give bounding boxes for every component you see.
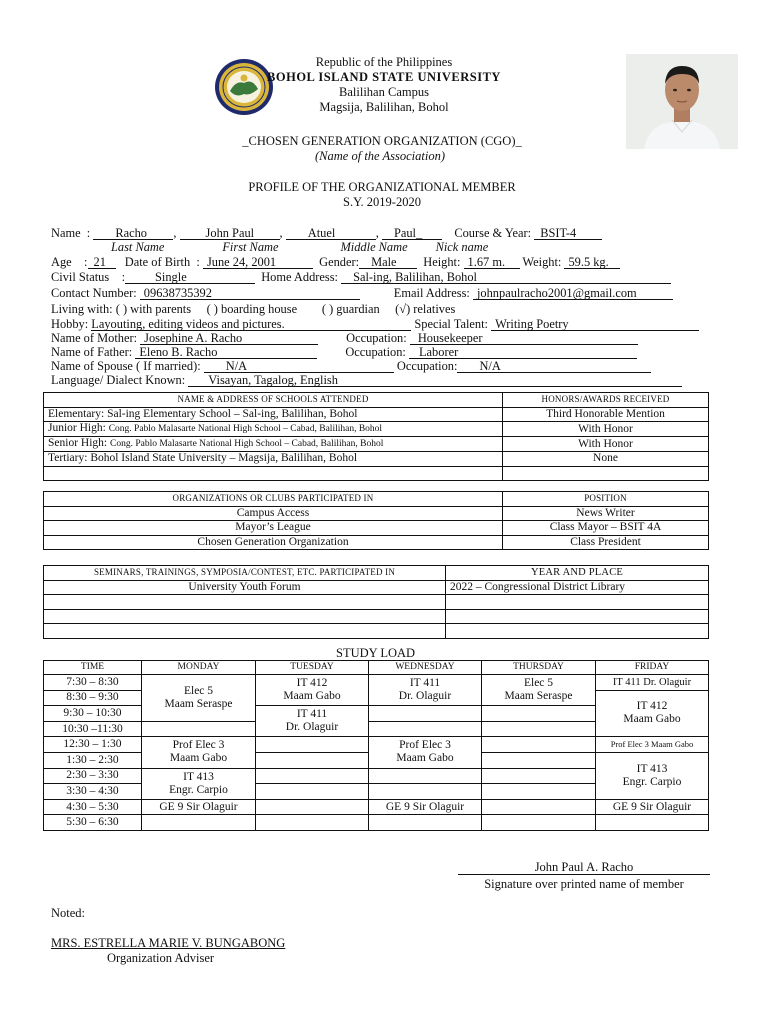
friday-header: FRIDAY [596, 661, 709, 675]
schools-table [43, 392, 709, 481]
mother-row [51, 331, 638, 345]
age-label: Age [51, 255, 72, 269]
subject: Prof Elec 3 [172, 739, 225, 752]
subject: Prof Elec 3 [399, 739, 451, 752]
table-row [44, 437, 709, 452]
schedule-cell: IT 411 Dr. Olaguir [596, 675, 709, 691]
living-option-relatives: (√) relatives [395, 302, 456, 316]
time-cell: 7:30 – 8:30 [44, 675, 142, 691]
living-option-parents: ( ) with parents [115, 302, 192, 316]
father-occupation-label: Occupation: [345, 345, 406, 359]
schedule-cell: GE 9 Sir Olaguir [142, 799, 256, 815]
school-award: With Honor [503, 437, 709, 452]
school-name: Bohol Island State University – Magsija, Balilihan, Bohol [90, 452, 358, 465]
university-name: BOHOL ISLAND STATE UNIVERSITY [267, 70, 501, 84]
schedule-cell: GE 9 Sir Olaguir [596, 799, 709, 815]
study-load-title: STUDY LOAD [336, 646, 416, 660]
spouse-occupation-value: N/A [457, 360, 651, 373]
school-name: Sal-ing Elementary School – Sal-ing, Balilihan, Bohol [107, 407, 358, 420]
living-with-row [51, 302, 455, 316]
spouse-row [51, 359, 651, 373]
language-value: Visayan, Tagalog, English [188, 374, 682, 387]
instructor: Maam Gabo [396, 752, 454, 765]
instructor: Maam Seraspe [504, 690, 573, 703]
organizations-header: ORGANIZATIONS OR CLUBS PARTICIPATED IN [44, 492, 503, 507]
table-row [44, 535, 709, 550]
signature-caption: Signature over printed name of member [484, 877, 684, 891]
home-address-label: Home Address: [261, 270, 338, 284]
age-row: Age : 21 Date of Birth : June 24, 2001 Gender: Male Height: 1.67 m. Weight: 59.5 kg. [51, 255, 620, 269]
schedule-cell [369, 675, 482, 706]
last-name-value: Racho [93, 227, 173, 240]
hobby-value: Layouting, editing videos and pictures. [91, 318, 411, 331]
time-cell: 9:30 – 10:30 [44, 706, 142, 722]
schedule-cell [142, 737, 256, 768]
name-captions [111, 240, 488, 254]
noted-label: Noted: [51, 906, 86, 920]
language-label: Language/ Dialect Known: [51, 373, 186, 387]
schedule-cell [142, 675, 256, 722]
spouse-name-value: N/A [204, 360, 394, 373]
civil-status-label: Civil Status [51, 270, 110, 284]
school-name: Cong. Pablo Malasarte National High School – Cabad, Balilihan, Bohol [109, 439, 384, 449]
instructor: Maam Gabo [169, 752, 228, 765]
table-row [44, 506, 709, 521]
email-label: Email Address: [393, 286, 470, 300]
schedule-cell [482, 675, 596, 706]
schedule-cell [369, 737, 482, 768]
time-cell: 8:30 – 9:30 [44, 690, 142, 706]
organization-name: _CHOSEN GENERATION ORGANIZATION (CGO)_ [242, 134, 522, 148]
position-header: POSITION [503, 492, 709, 507]
father-label: Name of Father: [51, 345, 133, 359]
school-level: Senior High: [48, 437, 108, 449]
republic-line: Republic of the Philippines [315, 55, 453, 69]
time-cell: 3:30 – 4:30 [44, 784, 142, 800]
adviser-name: MRS. ESTRELLA MARIE V. BUNGABONG [51, 936, 286, 950]
thursday-header: THURSDAY [482, 661, 596, 675]
first-name-value: John Paul [180, 227, 280, 240]
spouse-occupation-label: Occupation: [396, 359, 458, 373]
school-year: S.Y. 2019-2020 [343, 195, 421, 209]
signature-name: John Paul A. Racho [458, 860, 710, 875]
wednesday-header: WEDNESDAY [369, 661, 482, 675]
hobby-row [51, 317, 699, 331]
school-award: Third Honorable Mention [503, 407, 709, 422]
profile-title: PROFILE OF THE ORGANIZATIONAL MEMBER [248, 180, 516, 194]
year-place-header: YEAR AND PLACE [446, 566, 709, 581]
school-name: Cong. Pablo Malasarte National High School – Cabad, Balilihan, Bohol [108, 424, 383, 434]
time-cell: 10:30 –11:30 [44, 721, 142, 737]
campus-address: Magsija, Balilihan, Bohol [319, 100, 449, 114]
father-row [51, 345, 637, 359]
schedule-cell [596, 690, 709, 737]
mother-label: Name of Mother: [51, 331, 138, 345]
table-row [44, 452, 709, 467]
table-row [44, 521, 709, 536]
school-level: Junior High: [48, 422, 106, 434]
weight-label: Weight: [522, 255, 562, 269]
organizations-table [43, 491, 709, 550]
table-row [44, 799, 709, 815]
organization-name-cell: Mayor’s League [44, 521, 503, 536]
seminars-table [43, 565, 709, 639]
weight-value: 59.5 kg. [564, 256, 620, 269]
instructor: Engr. Carpio [169, 783, 228, 796]
gender-value: Male [359, 256, 417, 269]
table-row [44, 737, 709, 753]
table-row [44, 675, 709, 691]
tuesday-header: TUESDAY [256, 661, 369, 675]
nick-name-caption: Nick name [435, 240, 489, 254]
middle-name-value: Atuel [286, 227, 376, 240]
email-value: johnpaulracho2001@gmail.com [473, 287, 673, 300]
mother-name-value: Josephine A. Racho [140, 332, 318, 345]
signature-block [458, 860, 710, 891]
subject: Elec 5 [183, 684, 214, 697]
father-occupation-value: Laborer [409, 346, 637, 359]
time-cell: 5:30 – 6:30 [44, 815, 142, 831]
subject: IT 412 [636, 700, 668, 713]
instructor: Maam Seraspe [164, 697, 233, 710]
instructor: Dr. Olaguir [285, 721, 339, 734]
time-cell: 4:30 – 5:30 [44, 799, 142, 815]
table-row [44, 595, 709, 610]
dob-value: June 24, 2001 [203, 256, 313, 269]
schedule-cell [596, 752, 709, 799]
subject: IT 413 [636, 762, 668, 775]
position-cell: News Writer [503, 506, 709, 521]
contact-label: Contact Number: [51, 286, 137, 300]
adviser-role: Organization Adviser [107, 951, 215, 965]
position-cell: Class President [503, 535, 709, 550]
organization-caption: (Name of the Association) [315, 149, 445, 163]
father-name-value: Eleno B. Racho [135, 346, 317, 359]
school-award: With Honor [503, 422, 709, 437]
subject: IT 411 [296, 708, 328, 721]
year-place-cell: 2022 – Congressional District Library [446, 580, 709, 595]
living-with-label: Living with: [51, 302, 113, 316]
spouse-label: Name of Spouse ( If married): [51, 359, 201, 373]
contact-row [51, 286, 673, 300]
study-load-table [43, 660, 709, 831]
subject: Elec 5 [523, 677, 554, 690]
organization-name-cell: Chosen Generation Organization [44, 535, 503, 550]
table-row [44, 624, 709, 639]
table-row [44, 422, 709, 437]
height-label: Height: [423, 255, 461, 269]
civil-status-row: Civil Status : Single Home Address: Sal-ing, Balilihan, Bohol [51, 270, 671, 284]
schedule-cell [142, 768, 256, 799]
name-label: Name [51, 226, 81, 240]
talent-label: Special Talent: [414, 317, 488, 331]
mother-occupation-value: Housekeeper [410, 332, 638, 345]
home-address-value: Sal-ing, Balilihan, Bohol [341, 271, 671, 284]
schedule-cell: GE 9 Sir Olaguir [369, 799, 482, 815]
honors-header: HONORS/AWARDS RECEIVED [503, 393, 709, 408]
time-cell: 2:30 – 3:30 [44, 768, 142, 784]
subject: IT 411 [409, 677, 441, 690]
school-level: Tertiary: [48, 452, 88, 465]
campus-name: Balilihan Campus [339, 85, 429, 99]
living-option-guardian: ( ) guardian [321, 302, 380, 316]
first-name-caption: First Name [222, 240, 279, 254]
last-name-caption: Last Name [111, 240, 165, 254]
time-cell: 1:30 – 2:30 [44, 752, 142, 768]
civil-status-value: Single [125, 271, 255, 284]
name-row: Name : Racho , John Paul , Atuel , Paul_ Course & Year: BSIT-4 [51, 226, 602, 240]
contact-value: 09638735392 [140, 287, 360, 300]
time-cell: 12:30 – 1:30 [44, 737, 142, 753]
schedule-cell [256, 675, 369, 706]
hobby-label: Hobby: [51, 317, 89, 331]
schedule-cell [256, 706, 369, 737]
time-header: TIME [44, 661, 142, 675]
dob-label: Date of Birth [124, 255, 191, 269]
gender-label: Gender: [319, 255, 360, 269]
instructor: Engr. Carpio [622, 775, 682, 788]
table-row [44, 580, 709, 595]
table-row [44, 407, 709, 422]
living-option-boarding: ( ) boarding house [206, 302, 298, 316]
nick-name-value: Paul_ [382, 227, 442, 240]
school-award: None [503, 452, 709, 467]
seminar-name-cell: University Youth Forum [44, 580, 446, 595]
organization-name-cell: Campus Access [44, 506, 503, 521]
middle-name-caption: Middle Name [340, 240, 408, 254]
instructor: Maam Gabo [283, 690, 341, 703]
monday-header: MONDAY [142, 661, 256, 675]
schools-header: NAME & ADDRESS OF SCHOOLS ATTENDED [44, 393, 503, 408]
talent-value: Writing Poetry [491, 318, 699, 331]
mother-occupation-label: Occupation: [346, 331, 407, 345]
course-label: Course & Year: [454, 226, 532, 240]
table-row [44, 815, 709, 831]
subject: IT 413 [183, 770, 214, 783]
instructor: Maam Gabo [623, 713, 681, 726]
height-value: 1.67 m. [464, 256, 520, 269]
subject: IT 412 [296, 677, 328, 690]
instructor: Dr. Olaguir [398, 690, 452, 703]
seminars-header: SEMINARS, TRAININGS, SYMPOSIA/CONTEST, ETC. PARTICIPATED IN [44, 566, 446, 581]
table-row [44, 466, 709, 481]
age-value: 21 [88, 256, 116, 269]
course-value: BSIT-4 [534, 227, 602, 240]
school-level: Elementary: [48, 407, 105, 420]
language-row [51, 373, 682, 387]
schedule-cell: Prof Elec 3 Maam Gabo [596, 737, 709, 753]
position-cell: Class Mayor – BSIT 4A [503, 521, 709, 536]
table-row [44, 609, 709, 624]
